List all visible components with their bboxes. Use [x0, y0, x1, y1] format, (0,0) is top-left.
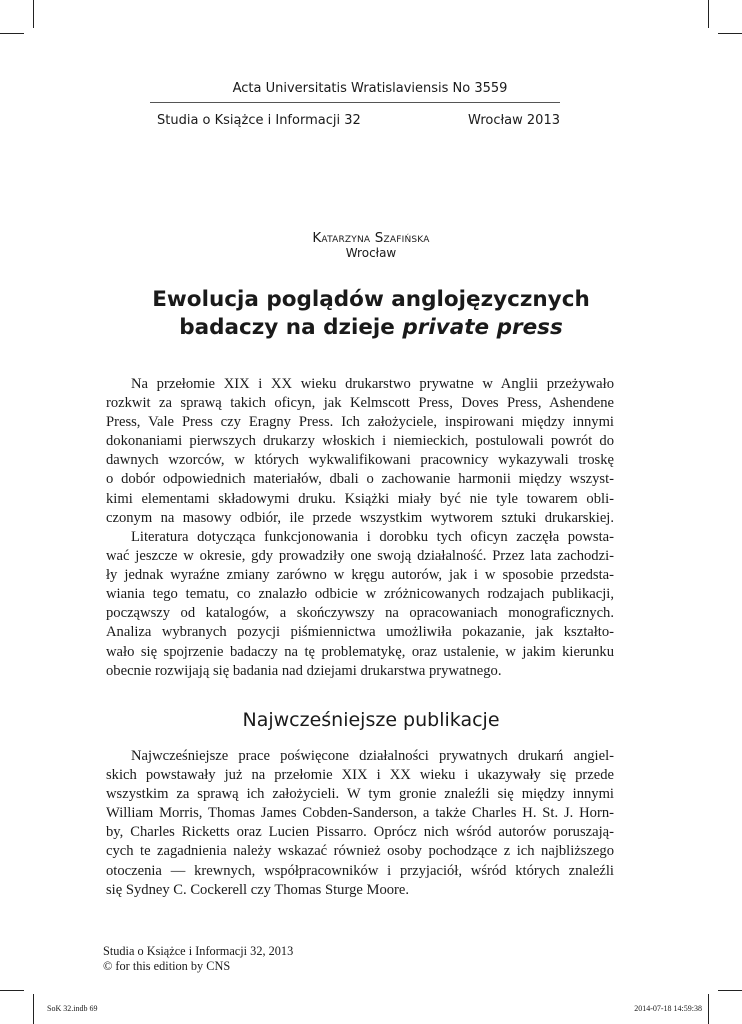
body-paragraph — [106, 747, 614, 900]
crop-mark — [708, 994, 709, 1024]
publication-footer — [103, 944, 293, 974]
title-line-2-plain: badaczy na dzieje — [179, 315, 403, 340]
paragraph-line: Literatura dotycząca funkcjonowania i dorobku tych oficyn zaczęła powsta- — [131, 529, 614, 545]
citation-line: Studia o Książce i Informacji 32, 2013 — [103, 944, 294, 958]
paragraph-line: skich powstawały już na przełomie XIX i XX wieku i ukazywały się przede — [106, 767, 614, 784]
paragraph-line: otoczenia — krewnych, współpracowników i przyjaciół, wśród których znaleźli — [106, 862, 614, 879]
paragraph-line: by, Charles Ricketts oraz Lucien Pissarro. Oprócz nich wśród autorów poruszają- — [106, 824, 614, 841]
journal-name: Studia o Książce i Informacji 32 — [157, 113, 361, 128]
body-paragraph — [106, 375, 614, 528]
paragraph-line: począwszy od katalogów, a skończywszy na opracowaniach monograficznych. — [106, 605, 614, 622]
paragraph-line: się Sydney C. Cockerell czy Thomas Sturge Moore. — [106, 881, 410, 898]
series-line: Acta Universitatis Wratislaviensis No 3559 — [232, 81, 508, 96]
paragraph-line: rozkwit za sprawą takich oficyn, jak Kelmscott Press, Doves Press, Ashendene — [106, 395, 614, 412]
author-affiliation: Wrocław — [345, 246, 397, 260]
slug-file: SoK 32.indb 69 — [47, 1004, 98, 1013]
title-line-2-italic: private press — [402, 315, 563, 340]
title-line-1: Ewolucja poglądów anglojęzycznych — [152, 287, 590, 312]
paragraph-line: obecnie rozwijają się badania nad dziejami drukarstwa prywatnego. — [106, 662, 502, 679]
paragraph-line: Najwcześniejsze prace poświęcone działalności prywatnych drukarń angiel- — [131, 748, 614, 764]
paragraph-line: William Morris, Thomas James Cobden-Sanderson, a także Charles H. St. J. Horn- — [106, 805, 614, 822]
paragraph-line: wszystkim za sprawą ich założycieli. W tym gronie znaleźli się między innymi — [106, 786, 614, 803]
paragraph-line: kimi elementami składowymi druku. Książki miały być nie tyle towarem obli- — [106, 490, 614, 507]
crop-mark — [33, 994, 34, 1024]
crop-mark — [718, 990, 742, 991]
crop-mark — [0, 990, 24, 991]
paragraph-line: Analiza wybranych pozycji piśmiennictwa umożliwiła pokazanie, jak kształto- — [106, 624, 614, 641]
paragraph-line: wiania tego tematu, co znalazło odbicie w zróżnicowanych rodzajach publikacji, — [106, 586, 614, 603]
paragraph-line: czonym na masowy odbiór, ile przede wszystkim wytworem sztuki drukarskiej. — [106, 509, 614, 526]
paragraph-line: ły jednak wyraźne zmiany zarówno w kręgu autorów, jak i w sposobie przedsta- — [106, 567, 614, 584]
header-rule — [150, 102, 560, 103]
paragraph-line: wać jeszcze w okresie, gdy prowadziły one swoją działalność. Przez lata zachodzi- — [106, 548, 614, 565]
body-paragraph — [106, 528, 614, 681]
paragraph-line: cych te zagadnienia należy wskazać również osoby pochodzące z ich najbliższego — [106, 843, 614, 860]
paragraph-line: dokonaniami pierwszych drukarzy włoskich i niemieckich, postulowali powrót do — [106, 433, 614, 450]
article-title — [0, 286, 742, 342]
crop-mark — [0, 33, 24, 34]
place-year: Wrocław 2013 — [468, 113, 560, 128]
paragraph-line: Na przełomie XIX i XX wieku drukarstwo prywatne w Anglii przeżywało — [131, 376, 614, 392]
paragraph-line: wało się spojrzenie badaczy na tę problematykę, oraz ustalenie, w jakim kierunku — [106, 643, 614, 660]
paragraph-line: dawnych wzorców, w których wykwalifikowani pracownicy wykazywali troskę — [106, 452, 614, 469]
paragraph-line: o dobór odpowiednich materiałów, dbali o zachowanie harmonii między wszyst- — [106, 471, 614, 488]
section-heading: Najwcześniejsze publikacje — [242, 709, 500, 731]
crop-mark — [33, 0, 34, 28]
crop-mark — [718, 33, 742, 34]
crop-mark — [708, 0, 709, 28]
slug-timestamp: 2014-07-18 14:59:38 — [634, 1004, 702, 1013]
title-line-2 — [0, 314, 742, 342]
copyright-line: © for this edition by CNS — [103, 959, 231, 973]
author-name: Katarzyna Szafińska — [312, 230, 430, 246]
paragraph-line: Press, Vale Press czy Eragny Press. Ich założyciele, inspirowani między innymi — [106, 414, 614, 431]
